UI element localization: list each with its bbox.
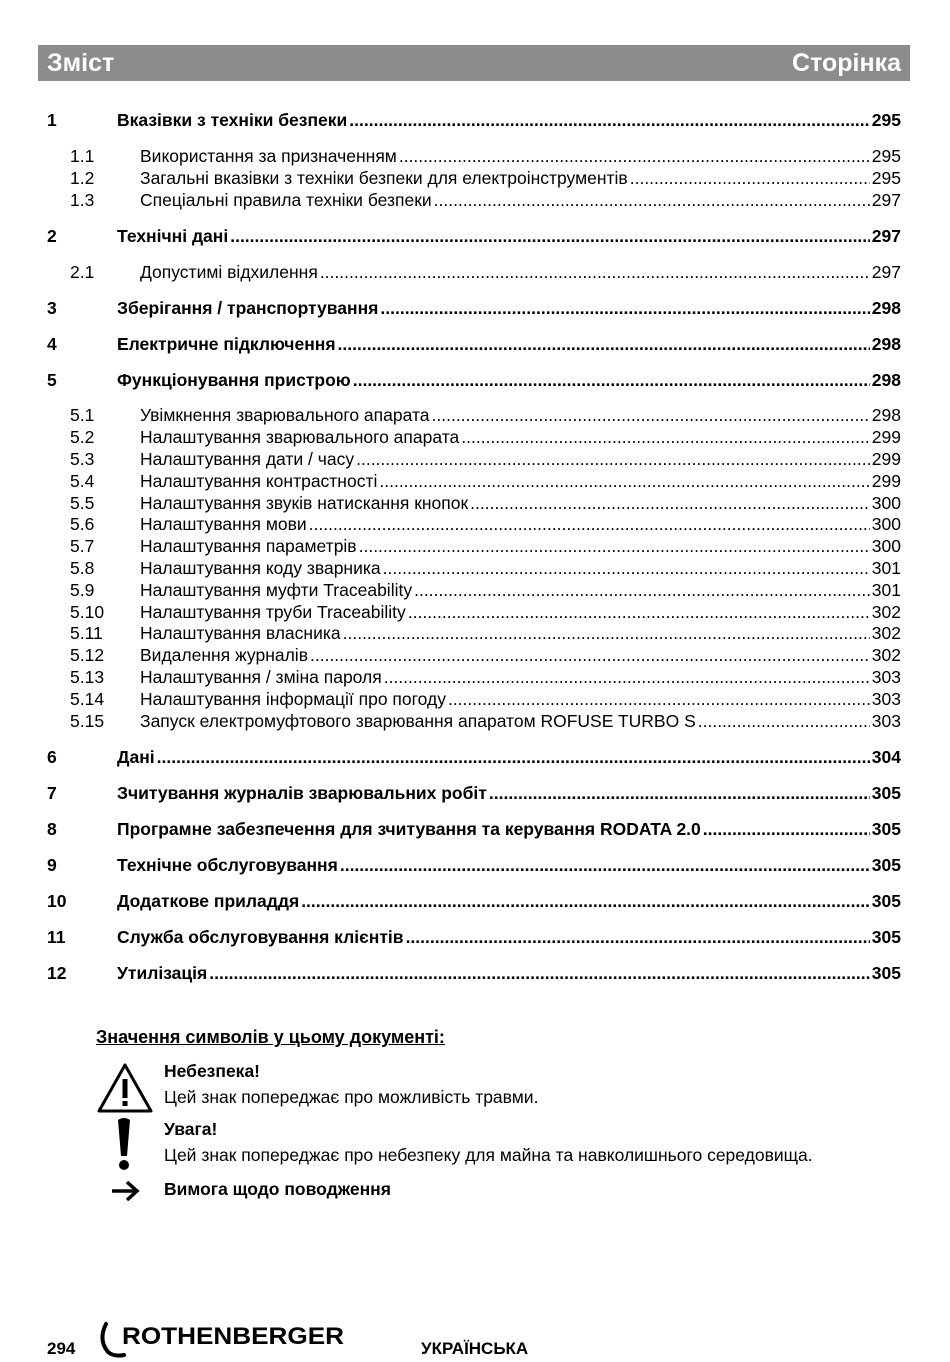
toc-leader-dots bbox=[698, 711, 870, 733]
toc-leader-dots bbox=[432, 405, 870, 427]
svg-text:ROTHENBERGER: ROTHENBERGER bbox=[122, 1323, 344, 1350]
toc-entry-page: 297 bbox=[871, 225, 901, 246]
toc-leader-dots bbox=[157, 747, 870, 769]
toc-entry[interactable] bbox=[47, 471, 901, 493]
legend-danger bbox=[96, 1058, 896, 1110]
toc-entry-title: Зчитування журналів зварювальних робіт bbox=[117, 782, 487, 803]
toc-entry-number: 11 bbox=[47, 926, 66, 947]
toc-entry-page: 302 bbox=[871, 645, 901, 666]
toc-entry-number: 5.8 bbox=[70, 558, 95, 579]
toc-entry[interactable] bbox=[47, 689, 901, 711]
toc-entry-number: 2 bbox=[47, 225, 57, 246]
toc-entry-page: 305 bbox=[871, 854, 901, 875]
toc-entry-title: Функціонування пристрою bbox=[117, 369, 351, 390]
toc-leader-dots bbox=[343, 623, 870, 645]
language-label: УКРАЇНСЬКА bbox=[421, 1339, 529, 1358]
toc-entry-page: 303 bbox=[871, 667, 901, 688]
toc-entry[interactable] bbox=[47, 891, 901, 913]
toc-entry-title: Налаштування / зміна пароля bbox=[140, 667, 382, 688]
toc-leader-dots bbox=[349, 110, 870, 132]
toc-entry-number: 10 bbox=[47, 890, 67, 911]
toc-entry-page: 305 bbox=[871, 962, 901, 983]
toc-entry-title: Технічне обслуговування bbox=[117, 854, 338, 875]
toc-entry[interactable] bbox=[47, 110, 901, 132]
toc-entry-page: 303 bbox=[871, 710, 901, 731]
toc-entry-page: 304 bbox=[871, 746, 901, 767]
toc-entry-number: 5 bbox=[47, 369, 57, 390]
toc-entry-number: 5.9 bbox=[70, 579, 95, 600]
legend-attention-head: Увага! bbox=[164, 1119, 218, 1139]
toc-leader-dots bbox=[408, 602, 870, 624]
toc-entry-number: 3 bbox=[47, 297, 57, 318]
toc-entry-title: Технічні дані bbox=[117, 225, 229, 246]
toc-entry-page: 300 bbox=[871, 492, 901, 513]
legend-danger-head: Небезпека! bbox=[164, 1061, 261, 1081]
toc-entry[interactable] bbox=[47, 623, 901, 645]
toc-leader-dots bbox=[338, 334, 870, 356]
toc-entry-page: 297 bbox=[871, 189, 901, 210]
toc-leader-dots bbox=[630, 168, 870, 190]
toc-entry-title: Додаткове приладдя bbox=[117, 890, 300, 911]
toc-entry-title: Увімкнення зварювального апарата bbox=[140, 405, 430, 426]
toc-entry-title: Використання за призначенням bbox=[140, 145, 397, 166]
toc-entry-title: Налаштування коду зварника bbox=[140, 558, 381, 579]
table-of-contents bbox=[47, 110, 901, 984]
toc-entry-title: Зберігання / транспортування bbox=[117, 297, 379, 318]
toc-entry-number: 12 bbox=[47, 962, 67, 983]
toc-leader-dots bbox=[399, 146, 870, 168]
toc-entry-number: 1.3 bbox=[70, 189, 95, 210]
page-number: 294 bbox=[47, 1339, 76, 1358]
toc-leader-dots bbox=[448, 689, 870, 711]
toc-entry-number: 4 bbox=[47, 333, 57, 354]
toc-leader-dots bbox=[470, 493, 870, 515]
toc-entry[interactable] bbox=[47, 334, 901, 356]
toc-entry[interactable] bbox=[47, 711, 901, 733]
legend-action-head: Вимога щодо поводження bbox=[164, 1179, 391, 1199]
toc-entry-page: 295 bbox=[871, 110, 901, 130]
header-contents-label: Зміст bbox=[47, 48, 115, 77]
toc-entry-page: 295 bbox=[871, 167, 901, 188]
toc-entry-title: Налаштування контрастності bbox=[140, 470, 378, 491]
toc-leader-dots bbox=[461, 427, 870, 449]
toc-entry-title: Спеціальні правила техніки безпеки bbox=[140, 189, 432, 210]
toc-entry[interactable] bbox=[47, 168, 901, 190]
toc-entry-page: 298 bbox=[871, 297, 901, 318]
toc-entry-page: 299 bbox=[871, 449, 901, 470]
legend-attention-text: Цей знак попереджає про небезпеку для майна та навколишнього середовища. bbox=[164, 1145, 813, 1165]
toc-header bbox=[38, 45, 910, 81]
toc-entry-number: 5.14 bbox=[70, 688, 105, 709]
toc-leader-dots bbox=[320, 262, 870, 284]
toc-entry-number: 5.15 bbox=[70, 710, 105, 731]
arrow-right-icon bbox=[110, 1178, 150, 1204]
legend-danger-text: Цей знак попереджає про можливість травми. bbox=[164, 1087, 539, 1107]
toc-leader-dots bbox=[309, 514, 870, 536]
toc-leader-dots bbox=[384, 667, 870, 689]
toc-leader-dots bbox=[406, 927, 870, 949]
toc-leader-dots bbox=[353, 370, 870, 392]
toc-entry-title: Електричне підключення bbox=[117, 333, 336, 354]
toc-entry[interactable] bbox=[47, 602, 901, 624]
toc-entry-page: 302 bbox=[871, 623, 901, 644]
toc-entry-page: 302 bbox=[871, 601, 901, 622]
toc-entry-number: 6 bbox=[47, 746, 57, 767]
toc-leader-dots bbox=[310, 645, 870, 667]
toc-entry-title: Допустимі відхилення bbox=[140, 261, 318, 282]
toc-entry-number: 1.2 bbox=[70, 167, 95, 188]
toc-entry[interactable] bbox=[47, 190, 901, 212]
toc-entry-number: 5.12 bbox=[70, 645, 105, 666]
toc-entry-title: Налаштування муфти Traceability bbox=[140, 579, 413, 600]
toc-entry-number: 5.1 bbox=[70, 405, 95, 426]
legend-title: Значення символів у цьому документі: bbox=[96, 1027, 445, 1047]
toc-entry-number: 5.10 bbox=[70, 601, 105, 622]
toc-entry[interactable] bbox=[47, 427, 901, 449]
toc-entry-page: 298 bbox=[871, 405, 901, 426]
toc-entry-number: 5.2 bbox=[70, 427, 95, 448]
toc-leader-dots bbox=[703, 819, 870, 841]
toc-entry-title: Налаштування звуків натискання кнопок bbox=[140, 492, 469, 513]
toc-entry-page: 301 bbox=[871, 579, 901, 600]
toc-entry[interactable] bbox=[47, 667, 901, 689]
toc-entry-number: 7 bbox=[47, 782, 57, 803]
toc-entry-title: Утилізація bbox=[117, 962, 208, 983]
toc-entry-page: 305 bbox=[871, 890, 901, 911]
toc-entry-title: Налаштування параметрів bbox=[140, 536, 357, 557]
toc-entry[interactable] bbox=[47, 783, 901, 805]
toc-entry-page: 300 bbox=[871, 514, 901, 535]
toc-entry[interactable] bbox=[47, 226, 901, 248]
toc-entry-title: Дані bbox=[117, 746, 155, 767]
toc-entry-title: Видалення журналів bbox=[140, 645, 308, 666]
toc-leader-dots bbox=[230, 226, 870, 248]
toc-entry-page: 298 bbox=[871, 333, 901, 354]
toc-entry-number: 5.13 bbox=[70, 667, 105, 688]
toc-entry-number: 5.5 bbox=[70, 492, 95, 513]
toc-entry-title: Служба обслуговування клієнтів bbox=[117, 926, 404, 947]
toc-entry-number: 1.1 bbox=[70, 145, 95, 166]
toc-entry-number: 8 bbox=[47, 818, 57, 839]
toc-entry[interactable] bbox=[47, 580, 901, 602]
toc-entry[interactable] bbox=[47, 370, 901, 392]
toc-entry-number: 5.3 bbox=[70, 449, 95, 470]
toc-leader-dots bbox=[359, 536, 870, 558]
toc-entry-page: 305 bbox=[871, 818, 901, 839]
toc-entry[interactable] bbox=[47, 927, 901, 949]
toc-entry[interactable] bbox=[47, 493, 901, 515]
toc-entry-number: 2.1 bbox=[70, 261, 95, 282]
toc-entry-title: Налаштування труби Traceability bbox=[140, 601, 406, 622]
toc-entry-number: 1 bbox=[47, 110, 57, 130]
toc-entry[interactable] bbox=[47, 963, 901, 985]
toc-entry-number: 5.7 bbox=[70, 536, 95, 557]
toc-entry-page: 305 bbox=[871, 782, 901, 803]
toc-entry-page: 297 bbox=[871, 261, 901, 282]
header-page-label: Сторінка bbox=[792, 48, 901, 77]
toc-entry[interactable] bbox=[47, 146, 901, 168]
toc-entry-page: 301 bbox=[871, 558, 901, 579]
toc-entry-page: 299 bbox=[871, 427, 901, 448]
rothenberger-logo bbox=[98, 1320, 348, 1358]
toc-entry[interactable] bbox=[47, 536, 901, 558]
exclamation-icon bbox=[96, 1116, 154, 1174]
toc-entry[interactable] bbox=[47, 514, 901, 536]
toc-leader-dots bbox=[489, 783, 870, 805]
toc-entry[interactable] bbox=[47, 262, 901, 284]
toc-entry-page: 305 bbox=[871, 926, 901, 947]
toc-entry-page: 299 bbox=[871, 470, 901, 491]
toc-leader-dots bbox=[209, 963, 870, 985]
toc-entry[interactable] bbox=[47, 747, 901, 769]
toc-entry[interactable] bbox=[47, 645, 901, 667]
toc-entry-number: 9 bbox=[47, 854, 57, 875]
toc-entry-number: 5.6 bbox=[70, 514, 95, 535]
toc-leader-dots bbox=[383, 558, 870, 580]
toc-entry[interactable] bbox=[47, 298, 901, 320]
toc-entry-title: Налаштування інформації про погоду bbox=[140, 688, 446, 709]
toc-entry-page: 300 bbox=[871, 536, 901, 557]
toc-entry-page: 303 bbox=[871, 688, 901, 709]
toc-entry-title: Налаштування зварювального апарата bbox=[140, 427, 460, 448]
toc-entry-number: 5.4 bbox=[70, 470, 95, 491]
toc-entry-page: 295 bbox=[871, 145, 901, 166]
toc-leader-dots bbox=[414, 580, 870, 602]
toc-leader-dots bbox=[379, 471, 869, 493]
toc-entry-title: Налаштування мови bbox=[140, 514, 307, 535]
toc-entry[interactable] bbox=[47, 558, 901, 580]
legend-attention bbox=[96, 1116, 896, 1168]
toc-leader-dots bbox=[434, 190, 870, 212]
toc-entry[interactable] bbox=[47, 819, 901, 841]
warning-triangle-icon bbox=[96, 1062, 154, 1114]
toc-leader-dots bbox=[356, 449, 870, 471]
toc-entry-page: 298 bbox=[871, 369, 901, 390]
toc-entry[interactable] bbox=[47, 449, 901, 471]
legend-action bbox=[96, 1176, 896, 1202]
toc-entry-title: Загальні вказівки з техніки безпеки для електроінструментів bbox=[140, 167, 628, 188]
toc-entry[interactable] bbox=[47, 405, 901, 427]
toc-entry[interactable] bbox=[47, 855, 901, 877]
toc-leader-dots bbox=[301, 891, 870, 913]
toc-leader-dots bbox=[380, 298, 869, 320]
toc-leader-dots bbox=[340, 855, 870, 877]
toc-entry-title: Програмне забезпечення для зчитування та керування RODATA 2.0 bbox=[117, 818, 701, 839]
toc-entry-title: Налаштування дати / часу bbox=[140, 449, 355, 470]
symbol-legend bbox=[96, 1027, 896, 1202]
toc-entry-title: Запуск електромуфтового зварювання апаратом ROFUSE TURBO S bbox=[140, 710, 696, 731]
toc-entry-number: 5.11 bbox=[70, 623, 103, 644]
toc-entry-title: Налаштування власника bbox=[140, 623, 341, 644]
toc-entry-title: Вказівки з техніки безпеки bbox=[117, 110, 348, 130]
